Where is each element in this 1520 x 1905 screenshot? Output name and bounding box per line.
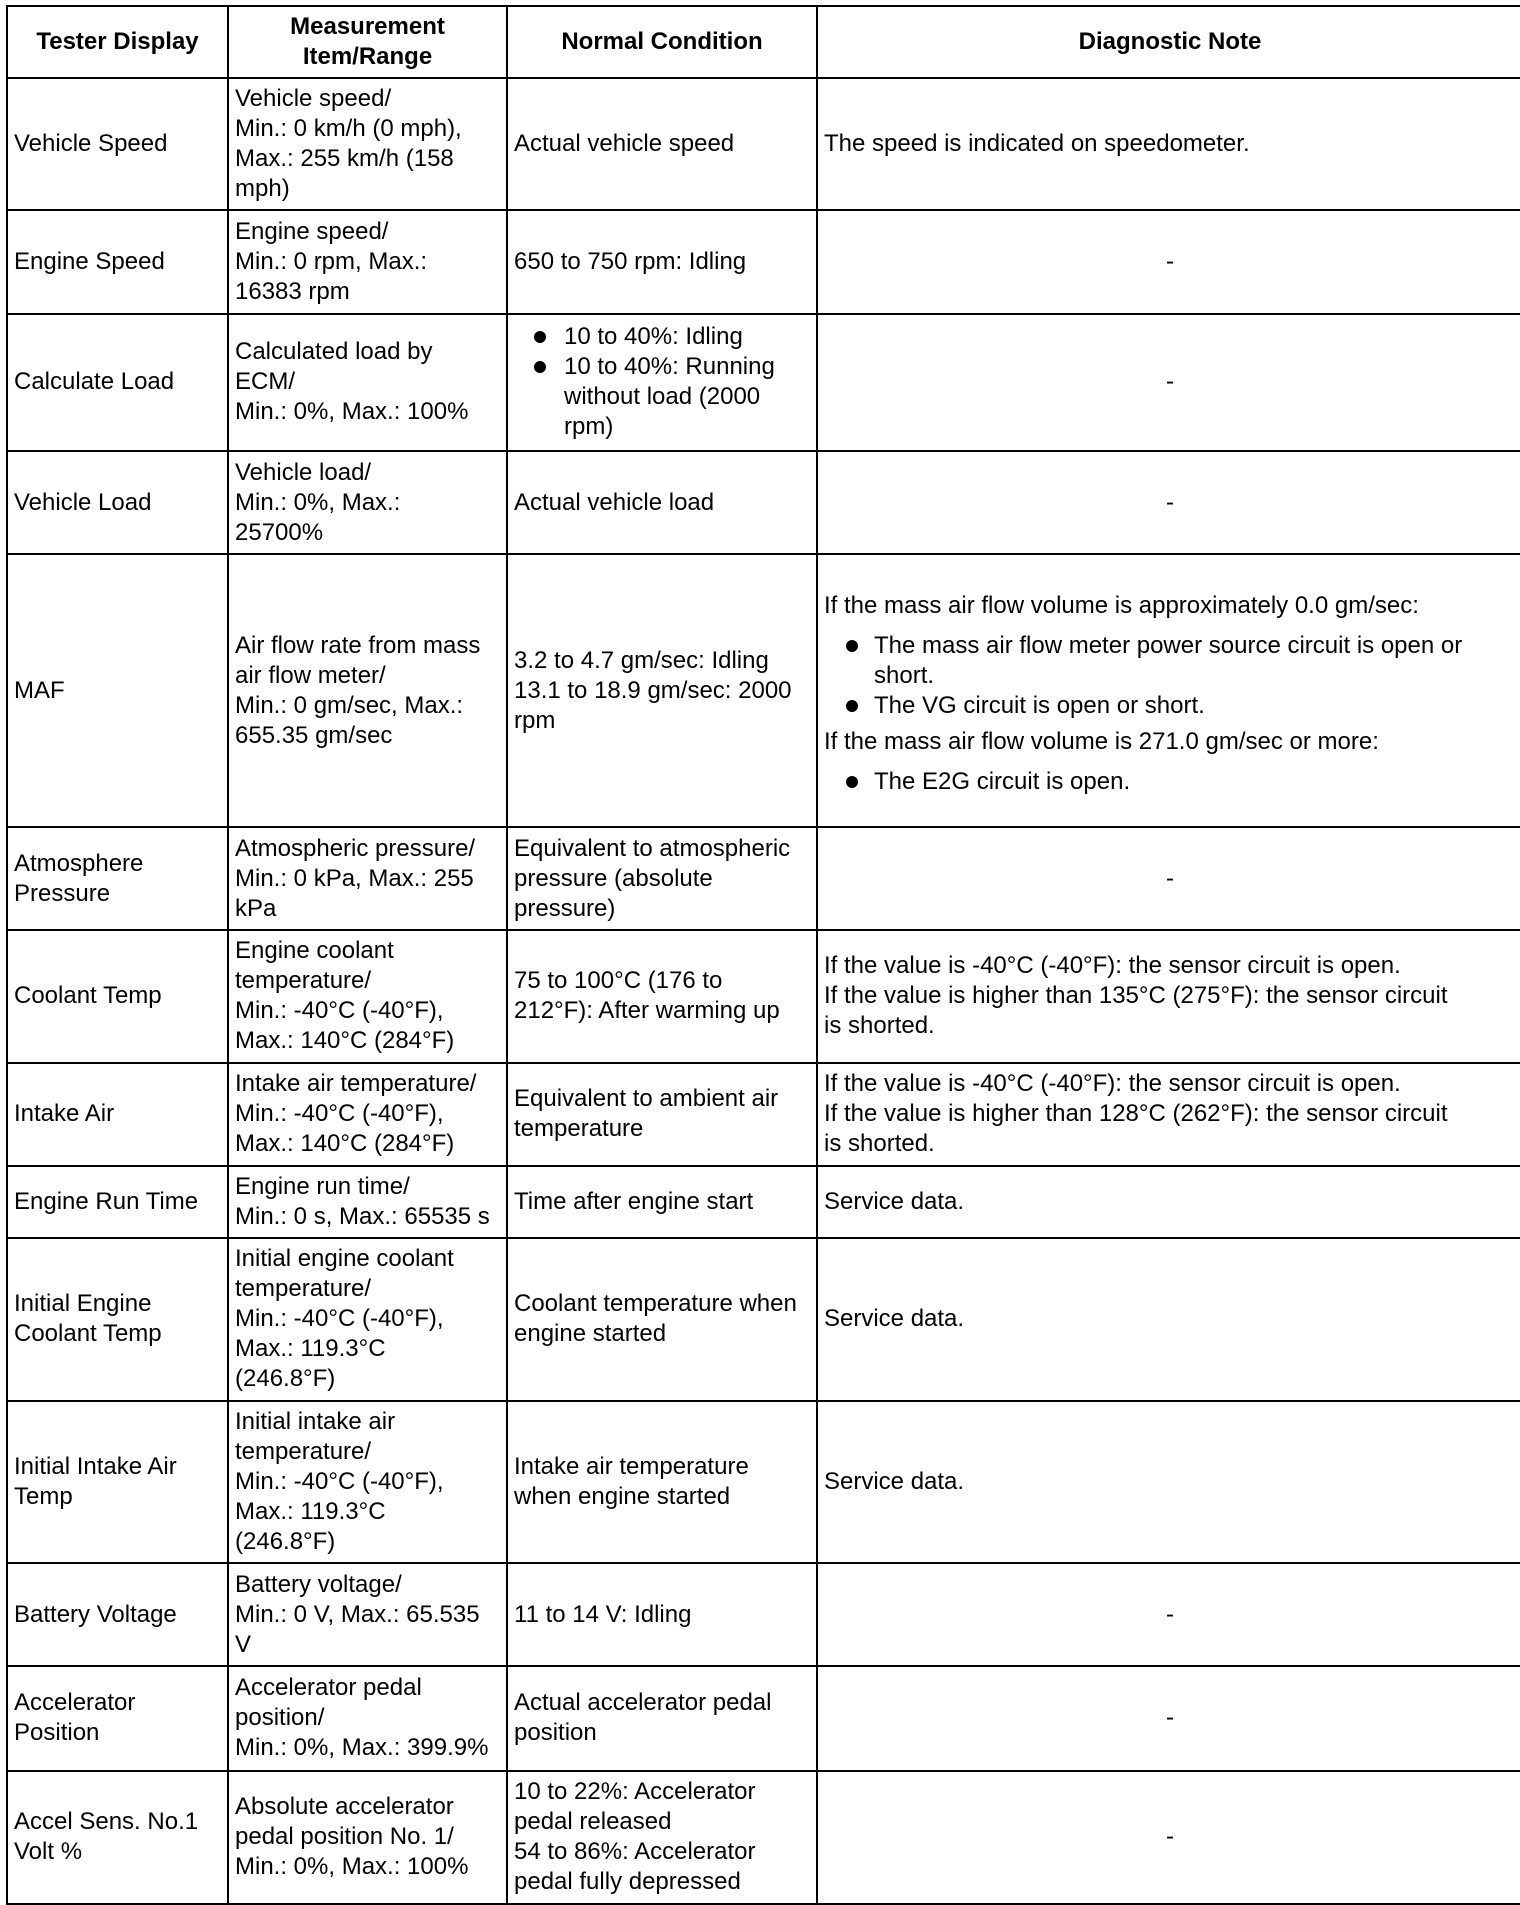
cell-line: 3.2 to 4.7 gm/sec: Idling [514, 646, 769, 674]
diagnostic-note-cell: - [817, 210, 1520, 313]
diagnostic-note-cell [817, 930, 1520, 1062]
table-row [7, 930, 1520, 1062]
cell-line: If the value is higher than 135°C (275°F): the sensor circuit [824, 982, 1448, 1010]
cell-line: Engine coolant [235, 937, 394, 965]
normal-condition-cell [507, 1238, 817, 1400]
normal-condition-cell [507, 451, 817, 554]
cell-line: Min.: 0 km/h (0 mph), [235, 115, 462, 143]
measurement-cell [228, 554, 507, 827]
bullet-item: The E2G circuit is open. [824, 767, 1516, 797]
normal-condition-cell [507, 1563, 817, 1666]
cell-line: Max.: 119.3°C [235, 1497, 386, 1525]
normal-condition-cell [507, 210, 817, 313]
measurement-cell [228, 1401, 507, 1563]
cell-line: air flow meter/ [235, 661, 386, 689]
tester-display-cell: MAF [7, 554, 228, 827]
bullet-item: 10 to 40%: Idling [514, 322, 810, 352]
cell-line: kPa [235, 894, 277, 922]
table-row [7, 1063, 1520, 1166]
table-row [7, 554, 1520, 827]
header-tester-display: Tester Display [7, 6, 228, 78]
cell-line: temperature [514, 1115, 644, 1143]
measurement-cell [228, 210, 507, 313]
table-row [7, 1563, 1520, 1666]
table-row [7, 1238, 1520, 1400]
cell-line: 655.35 gm/sec [235, 721, 393, 749]
cell-line: Initial Intake Air [14, 1452, 177, 1480]
table-row [7, 1771, 1520, 1904]
cell-line: Min.: 0 gm/sec, Max.: [235, 691, 464, 719]
diagnostic-note-cell: Service data. [817, 1166, 1520, 1238]
tester-display-cell [7, 1771, 228, 1904]
tester-display-cell: Engine Run Time [7, 1166, 228, 1238]
table-row [7, 1401, 1520, 1563]
cell-line: pedal position No. 1/ [235, 1823, 454, 1851]
cell-line: Min.: -40°C (-40°F), [235, 1100, 444, 1128]
cell-line: Atmospheric pressure/ [235, 834, 476, 862]
cell-line: Max.: 140°C (284°F) [235, 1027, 455, 1055]
note-paragraph: If the mass air flow volume is approximately 0.0 gm/sec: [824, 591, 1419, 619]
cell-line: when engine started [514, 1482, 731, 1510]
cell-line: Initial engine coolant [235, 1245, 454, 1273]
cell-line: pressure (absolute [514, 864, 713, 892]
cell-line: Temp [14, 1482, 73, 1510]
cell-line: is shorted. [824, 1012, 935, 1040]
measurement-cell [228, 1166, 507, 1238]
measurement-cell [228, 1238, 507, 1400]
table-row [7, 1166, 1520, 1238]
cell-line: Time after engine start [514, 1188, 754, 1216]
tester-display-cell: Vehicle Load [7, 451, 228, 554]
tester-display-cell [7, 1401, 228, 1563]
normal-condition-cell [507, 1666, 817, 1770]
bullet-item: The mass air flow meter power source circuit is open or short. [824, 631, 1516, 691]
cell-line: If the value is -40°C (-40°F): the sensor circuit is open. [824, 952, 1401, 980]
cell-line: Actual accelerator pedal [514, 1689, 772, 1717]
diagnostic-note-cell: - [817, 314, 1520, 451]
cell-line: 25700% [235, 518, 324, 546]
diagnostic-note-cell: The speed is indicated on speedometer. [817, 78, 1520, 210]
normal-condition-cell [507, 78, 817, 210]
cell-line: position [514, 1719, 597, 1747]
diagnostic-note-cell: - [817, 1771, 1520, 1904]
cell-line: Actual vehicle speed [514, 130, 735, 158]
cell-line: 10 to 22%: Accelerator [514, 1778, 756, 1806]
cell-line: Min.: 0 s, Max.: 65535 s [235, 1203, 490, 1231]
measurement-cell [228, 1563, 507, 1666]
cell-line: Actual vehicle load [514, 488, 715, 516]
cell-line: is shorted. [824, 1130, 935, 1158]
cell-line: Battery voltage/ [235, 1570, 402, 1598]
cell-line: (246.8°F) [235, 1527, 336, 1555]
tester-display-cell: Intake Air [7, 1063, 228, 1166]
tester-display-cell [7, 1666, 228, 1770]
cell-line: Min.: 0 V, Max.: 65.535 [235, 1600, 480, 1628]
cell-line: 13.1 to 18.9 gm/sec: 2000 [514, 676, 792, 704]
cell-line: 75 to 100°C (176 to [514, 967, 723, 995]
header-normal-condition: Normal Condition [507, 6, 817, 78]
table-row [7, 210, 1520, 313]
cell-line: mph) [235, 175, 290, 203]
note-paragraph: If the mass air flow volume is 271.0 gm/sec or more: [824, 727, 1379, 755]
cell-line: 650 to 750 rpm: Idling [514, 248, 747, 275]
header-text: Item/Range [302, 43, 433, 70]
diagnostic-note-cell [817, 1063, 1520, 1166]
cell-line: 54 to 86%: Accelerator [514, 1838, 756, 1866]
cell-line: Max.: 140°C (284°F) [235, 1130, 455, 1158]
normal-condition-cell [507, 554, 817, 827]
measurement-cell [228, 314, 507, 451]
cell-line: Max.: 255 km/h (158 [235, 145, 454, 173]
cell-line: Vehicle load/ [235, 458, 372, 486]
bullet-list [824, 767, 1516, 797]
measurement-cell [228, 451, 507, 554]
cell-line: engine started [514, 1320, 667, 1348]
diagnostic-note-cell: - [817, 1666, 1520, 1770]
cell-line: Calculated load by [235, 338, 433, 366]
bullet-item: 10 to 40%: Running without load (2000 rpm) [514, 352, 810, 442]
cell-line: Accelerator pedal [235, 1674, 422, 1702]
cell-line: Pressure [14, 879, 111, 907]
cell-line: Position [14, 1719, 100, 1747]
cell-line: pressure) [514, 894, 616, 922]
tester-display-cell [7, 1238, 228, 1400]
cell-line: Min.: -40°C (-40°F), [235, 1305, 444, 1333]
table-header-row [7, 6, 1520, 78]
cell-line: If the value is -40°C (-40°F): the sensor circuit is open. [824, 1070, 1401, 1098]
normal-condition-cell [507, 1166, 817, 1238]
diagnostic-note-cell: - [817, 827, 1520, 930]
cell-line: temperature/ [235, 1275, 372, 1303]
diagnostic-note-cell: - [817, 1563, 1520, 1666]
cell-line: Min.: 0%, Max.: 100% [235, 398, 469, 426]
tester-display-cell: Vehicle Speed [7, 78, 228, 210]
cell-line: 16383 rpm [235, 278, 350, 305]
diagnostic-note-cell: Service data. [817, 1401, 1520, 1563]
measurement-cell [228, 78, 507, 210]
cell-line: rpm [514, 706, 556, 734]
header-text: Measurement [290, 13, 445, 40]
cell-line: temperature/ [235, 967, 372, 995]
cell-line: Vehicle speed/ [235, 85, 392, 113]
cell-line: ECM/ [235, 368, 295, 396]
cell-line: Engine run time/ [235, 1173, 410, 1201]
cell-line: V [235, 1630, 252, 1658]
cell-line: Min.: 0%, Max.: 100% [235, 1853, 469, 1881]
tester-display-cell: Coolant Temp [7, 930, 228, 1062]
normal-condition-cell [507, 930, 817, 1062]
normal-condition-cell [507, 1401, 817, 1563]
measurement-cell [228, 930, 507, 1062]
tester-display-cell [7, 827, 228, 930]
cell-line: Min.: 0 kPa, Max.: 255 [235, 864, 474, 892]
cell-line: Accel Sens. No.1 [14, 1808, 199, 1836]
measurement-cell [228, 1063, 507, 1166]
measurement-cell [228, 827, 507, 930]
bullet-list [514, 322, 810, 442]
table-row [7, 78, 1520, 210]
cell-line: Air flow rate from mass [235, 631, 481, 659]
cell-line: pedal fully depressed [514, 1868, 741, 1896]
cell-line: 212°F): After warming up [514, 997, 780, 1025]
cell-line: Min.: 0%, Max.: 399.9% [235, 1734, 489, 1762]
table-row [7, 827, 1520, 930]
cell-line: Absolute accelerator [235, 1793, 454, 1821]
cell-line: Intake air temperature/ [235, 1070, 477, 1098]
cell-line: Min.: 0%, Max.: [235, 488, 401, 516]
cell-line: Engine speed/ [235, 218, 389, 245]
diagnostic-note-cell [817, 554, 1520, 827]
cell-line: Accelerator [14, 1689, 136, 1717]
header-diagnostic-note: Diagnostic Note [817, 6, 1520, 78]
measurement-cell [228, 1771, 507, 1904]
normal-condition-cell [507, 827, 817, 930]
cell-line: Coolant temperature when [514, 1290, 797, 1318]
tester-display-cell: Battery Voltage [7, 1563, 228, 1666]
cell-line: (246.8°F) [235, 1365, 336, 1393]
table-row [7, 451, 1520, 554]
cell-line: Equivalent to atmospheric [514, 834, 791, 862]
cell-line: If the value is higher than 128°C (262°F): the sensor circuit [824, 1100, 1448, 1128]
normal-condition-cell [507, 314, 817, 451]
bullet-list [824, 631, 1516, 721]
tester-display-cell: Engine Speed [7, 210, 228, 313]
cell-line: Coolant Temp [14, 1320, 162, 1348]
cell-line: Atmosphere [14, 849, 144, 877]
cell-line: Max.: 119.3°C [235, 1335, 386, 1363]
normal-condition-cell [507, 1063, 817, 1166]
bullet-item: The VG circuit is open or short. [824, 691, 1516, 721]
cell-line: temperature/ [235, 1437, 372, 1465]
cell-line: Min.: -40°C (-40°F), [235, 997, 444, 1025]
cell-line: Equivalent to ambient air [514, 1085, 779, 1113]
cell-line: Min.: -40°C (-40°F), [235, 1467, 444, 1495]
table-row [7, 314, 1520, 451]
tester-display-cell: Calculate Load [7, 314, 228, 451]
header-measurement-item [228, 6, 507, 78]
cell-line: pedal released [514, 1808, 672, 1836]
data-list-table [6, 5, 1520, 1905]
diagnostic-note-cell: - [817, 451, 1520, 554]
cell-line: Min.: 0 rpm, Max.: [235, 248, 428, 275]
cell-line: Intake air temperature [514, 1452, 749, 1480]
cell-line: Initial intake air [235, 1407, 396, 1435]
cell-line: Initial Engine [14, 1290, 152, 1318]
cell-line: position/ [235, 1704, 325, 1732]
cell-line: Volt % [14, 1838, 83, 1866]
table-row [7, 1666, 1520, 1770]
normal-condition-cell [507, 1771, 817, 1904]
cell-line: 11 to 14 V: Idling [514, 1600, 692, 1628]
measurement-cell [228, 1666, 507, 1770]
diagnostic-note-cell: Service data. [817, 1238, 1520, 1400]
